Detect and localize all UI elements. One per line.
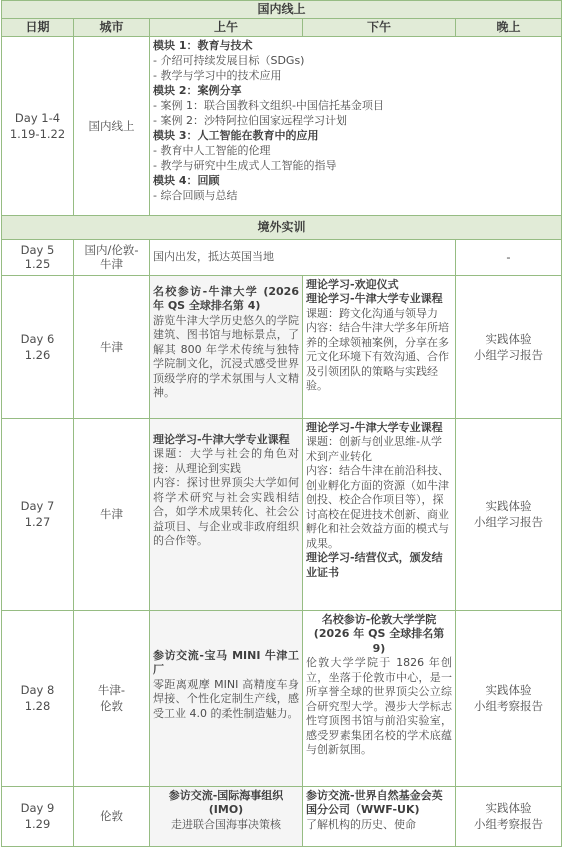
city-cell [74,239,150,275]
evening-line: 小组学习报告 [474,347,543,362]
activity-description: 了解机构的历史、使命 [306,817,416,831]
module-item: - 教学与研究中生成式人工智能的指导 [153,158,337,172]
module-item: - 教学与学习中的技术应用 [153,68,282,82]
module-item: - 案例 1：联合国教科文组织-中国信托基金项目 [153,98,384,112]
activity-title: 理论学习-牛津大学专业课程 [306,420,443,434]
online-modules-cell [150,36,562,215]
city-cell: 伦敦 [74,786,150,846]
activity-title: 名校参访-牛津大学 (2026 年 QS 全球排名第 4) [153,284,299,312]
activity-description: 零距离观摩 MINI 高精度车身焊接、个性化定制生产线，感受工业 4.0 的柔性制造魅力。 [153,677,299,720]
section-header-domestic: 国内线上 [2,1,562,19]
activity-description: 课题：跨文化沟通与领导力 内容：结合牛津大学多年所培养的全球领袖案例，分享在多元文化环境下有效沟通、合作及引领团队的策略与实践经验。 [306,306,449,392]
day-label: Day 6 [20,331,55,346]
city-cell [74,610,150,786]
date-cell [2,610,74,786]
module-title: 模块 3：人工智能在教育中的应用 [153,128,319,142]
column-header-morning: 上午 [150,19,303,37]
afternoon-cell [303,786,456,846]
module-item: - 综合回顾与总结 [153,188,238,202]
activity-cell: 国内出发，抵达英国当地 [150,239,456,275]
evening-line: 实践体验 [485,331,532,346]
itinerary-table [1,0,562,847]
morning-cell [150,418,303,610]
activity-title: 参访交流-世界自然基金会英国分公司（WWF-UK) [306,788,443,816]
column-header-afternoon: 下午 [303,19,456,37]
column-header-city: 城市 [74,19,150,37]
morning-cell [150,786,303,846]
activity-title: 理论学习-欢迎仪式 [306,277,399,291]
table-row [2,418,562,610]
day-date: 1.29 [24,817,51,831]
city-line: 牛津 [100,257,123,271]
module-title: 模块 4：回顾 [153,173,220,187]
day-label: Day 5 [20,243,55,257]
module-item: - 教育中人工智能的伦理 [153,143,271,157]
evening-cell [456,786,562,846]
evening-line: 实践体验 [485,499,532,513]
date-cell [2,36,74,215]
day-label: Day 7 [20,499,55,513]
module-title: 模块 1：教育与技术 [153,38,253,52]
module-title: 模块 2：案例分享 [153,83,242,97]
afternoon-cell [303,610,456,786]
evening-line: 小组考察报告 [474,817,543,831]
day-label: Day 9 [20,801,55,815]
activity-title: 理论学习-牛津大学专业课程 [153,432,290,446]
morning-cell [150,610,303,786]
day-date: 1.27 [24,515,51,529]
day-date: 1.19-1.22 [9,126,66,141]
table-row [2,239,562,275]
evening-cell [456,610,562,786]
section-header-overseas: 境外实训 [2,215,562,239]
date-cell [2,786,74,846]
day-label: Day 8 [20,683,55,697]
evening-cell [456,275,562,418]
evening-cell [456,418,562,610]
column-header-evening: 晚上 [456,19,562,37]
table-row [2,610,562,786]
evening-cell: - [456,239,562,275]
activity-title: 理论学习-牛津大学专业课程 [306,292,443,305]
module-item: - 介绍可持续发展目标（SDGs) [153,53,305,67]
evening-line: 实践体验 [485,801,532,815]
morning-cell [150,275,303,418]
activity-title: 参访交流-国际海事组织 (IMO) [168,788,284,816]
afternoon-cell [303,418,456,610]
city-line: 国内/伦敦- [84,243,139,257]
afternoon-cell [303,275,456,418]
city-cell: 牛津 [74,418,150,610]
activity-description: 游览牛津大学历史悠久的学院建筑、图书馆与地标景点，了解其 800 年学术传统与独特学院制文化，沉浸式感受世界顶级学府的学术氛围与人文精神。 [153,313,299,399]
activity-description: 走进联合国海事决策核 [171,817,281,831]
city-cell: 国内线上 [74,36,150,215]
date-cell [2,275,74,418]
city-line: 伦敦 [100,699,123,713]
table-row [2,786,562,846]
activity-description: 伦敦大学学院于 1826 年创立，坐落于伦敦市中心，是一所享誉全球的世界顶尖公立综合研究型大学。漫步大学标志性穹顶图书馆与前沿实验室，感受罗素集团名校的学术底蕴与创新氛围。 [306,656,452,756]
evening-line: 小组学习报告 [474,515,543,529]
activity-description: 课题：大学与社会的角色对接：从理论到实践 内容：探讨世界顶尖大学如何将学术研究与社会实践相结合，如学术成果转化、社会公益项目、与企业或非政府组织的合作等。 [153,447,299,547]
table-row [2,275,562,418]
city-cell: 牛津 [74,275,150,418]
module-item: - 案例 2：沙特阿拉伯国家远程学习计划 [153,113,347,127]
day-date: 1.25 [24,257,51,271]
column-header-date: 日期 [2,19,74,37]
activity-description: 课题：创新与创业思维-从学术到产业转化 内容：结合牛津在前沿科技、创业孵化方面的资源（如牛津创投、校企合作项目等），探讨高校在促进技术创新、商业孵化和社会效益方面的模式与成果。 [306,435,449,550]
activity-title: 名校参访-伦敦大学学院 (2026 年 QS 全球排名第 9) [313,612,445,655]
evening-line: 小组考察报告 [474,699,543,713]
date-cell [2,418,74,610]
city-line: 牛津- [97,683,126,697]
activity-title: 理论学习-结营仪式，颁发结业证书 [306,551,443,579]
day-date: 1.28 [24,699,51,713]
date-cell [2,239,74,275]
table-row [2,36,562,215]
day-label: Day 1-4 [14,110,61,125]
day-date: 1.26 [24,347,51,362]
activity-title: 参访交流-宝马 MINI 牛津工厂 [153,648,299,676]
evening-line: 实践体验 [485,683,532,697]
